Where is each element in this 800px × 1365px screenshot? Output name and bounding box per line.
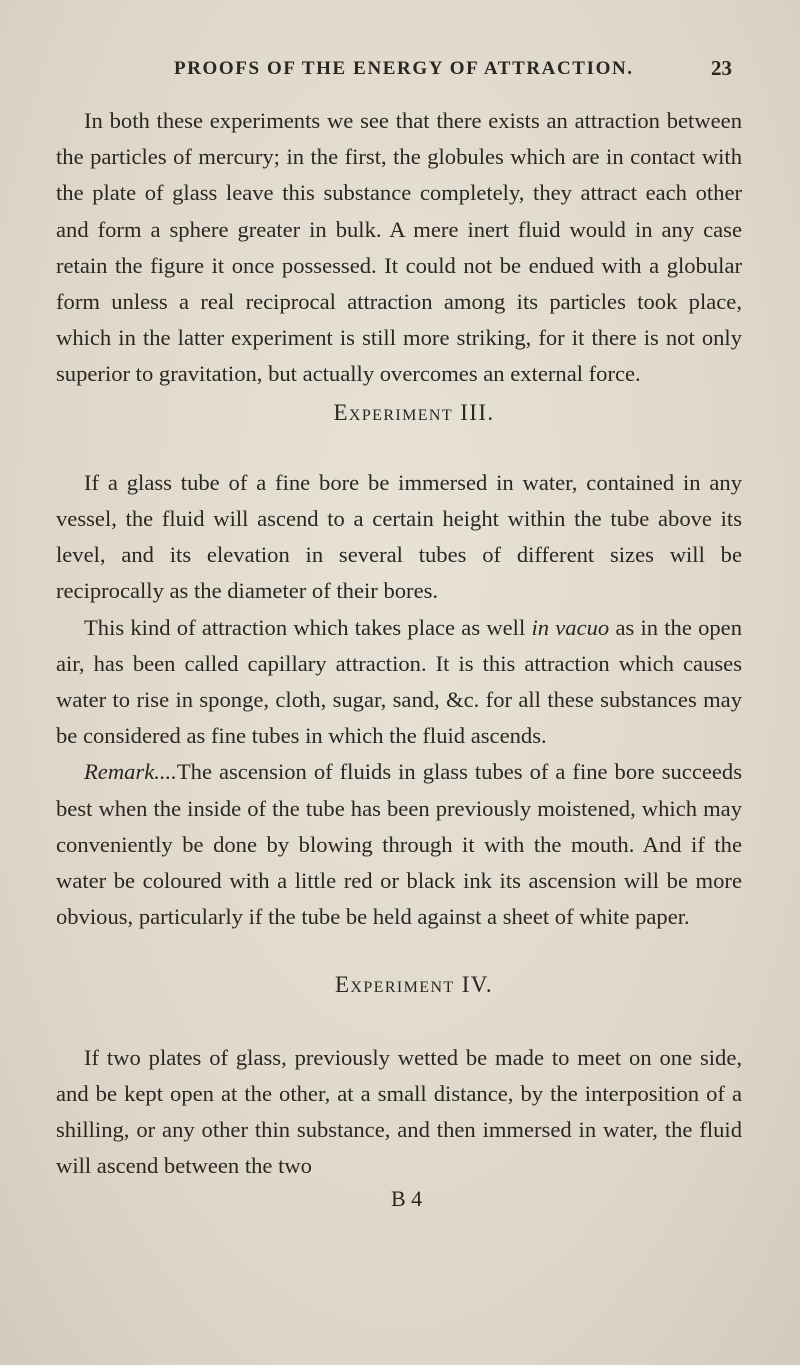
paragraph-capillary <box>56 610 742 755</box>
signature-mark: B 4 <box>391 1186 423 1212</box>
body-text <box>56 103 742 1214</box>
remark-label: Remark.... <box>84 759 177 785</box>
paragraph-glass-tube: If a glass tube of a fine bore be immersed in water, contained in any vessel, the fluid will ascend to a certain height within the tube above its level, and its elevation in several tubes of different sizes will be reciprocally as the diameter of their bores. <box>56 469 742 604</box>
running-title: PROOFS OF THE ENERGY OF ATTRACTION. <box>174 58 634 79</box>
paragraph-remark <box>56 754 742 935</box>
heading-experiment-3: Experiment III. <box>333 399 495 425</box>
running-head <box>56 58 742 90</box>
paragraph-mercury: In both these experiments we see that there exists an attraction between the particles of mercury; in the first, the globules which are in contact with the plate of glass leave this substance completely, they attract each other and form a sphere greater in bulk. A mere inert fluid would in any case retain the figure it once possessed. It could not be endued with a globular form unless a real reciprocal attraction among its particles took place, which in the latter experiment is still more striking, for it there is not only superior to gravitation, but actually overcomes an external force. <box>56 108 742 387</box>
paragraph-glass-plates: If two plates of glass, previously wetted be made to meet on one side, and be kept open at the other, at a small distance, by the interposition of a shilling, or any other thin substance, and then immersed in water, the fluid will ascend between the two <box>56 1044 742 1179</box>
remark-text: The ascension of fluids in glass tubes of a fine bore succeeds best when the inside of the tube has been previously moistened, which may conveniently be done by blowing through it with the mouth. And if the water be coloured with a little red or black ink its ascension will be more obvious, particularly if the tube be held against a sheet of white paper. <box>56 759 742 930</box>
in-vacuo-italic: in vacuo <box>531 614 610 640</box>
heading-experiment-4: Experiment IV. <box>334 972 493 998</box>
capillary-text-start: This kind of attraction which takes place as well <box>84 614 532 640</box>
page-number: 23 <box>711 56 732 80</box>
capillary-text-end: as in the open air, has been called capillary attraction. It is this attraction which causes water to rise in sponge, cloth, sugar, sand, &c. for all these substances may be considered as fine tubes in which the fluid ascends. <box>56 614 743 749</box>
